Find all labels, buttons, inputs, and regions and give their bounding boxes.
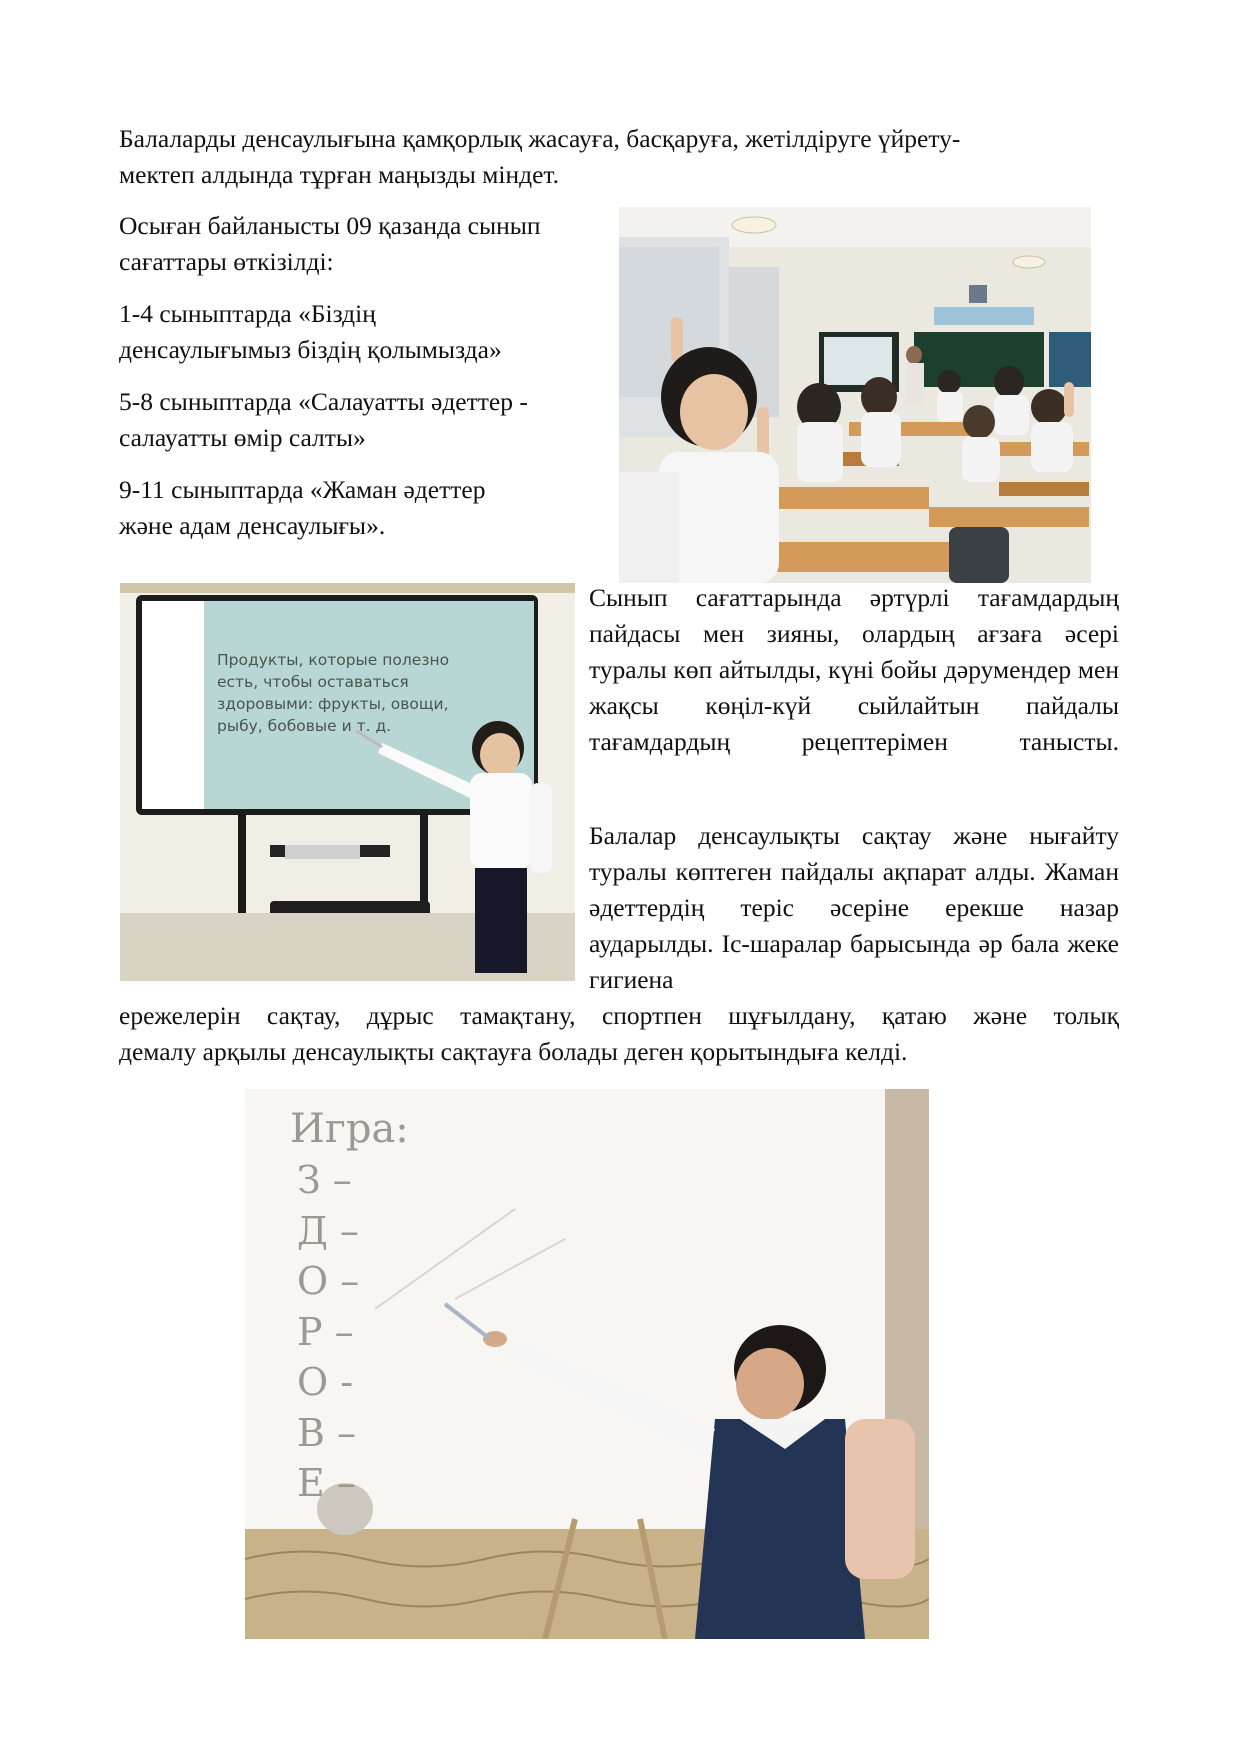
presenter-slide-text: Продукты, которые полезно есть, чтобы оставаться здоровыми: фрукты, овощи, рыбу, бобовые и т. д. [217,651,450,735]
game-letter-2: Д – [297,1208,359,1253]
intro-line-2: мектеп алдында тұрған маңызды міндет. [119,160,560,189]
grade-5-8-line-1: 5-8 сыныптарда «Салауатты әдеттер - [119,387,528,416]
grade-9-11-line-1: 9-11 сыныптарда «Жаман әдеттер [119,475,486,504]
grade-1-4-line-2: денсаулығымыз біздің қолымызда» [119,335,502,364]
intro-line-1: Балаларды денсаулығына қамқорлық жасауға, басқаруға, жетілдіруге үйрету- [119,124,961,153]
grade-5-8-line-2: салауатты өмір салты» [119,423,366,452]
game-letter-4: Р – [297,1309,354,1354]
game-title: Игра: [290,1106,409,1152]
grade-1-4-line-1: 1-4 сыныптарда «Біздің [119,299,376,328]
game-letter-1: З – [297,1158,352,1202]
game-letter-6: В – [297,1410,357,1455]
game-letter-7: Е – [297,1461,356,1505]
conclusion-line-1: ережелерін сақтау, дұрыс тамақтану, спортпен шұғылдану, қатаю және толық [119,1001,1119,1030]
game-letter-3: О – [297,1259,360,1303]
grade-9-11-line-2: және адам денсаулығы». [119,511,386,540]
presenter-photo [120,583,575,981]
info-paragraph: Балалар денсаулықты сақтау және нығайту туралы көптеген пайдалы ақпарат алды. Жаман әдеттердің теріс әсеріне ерекше назар аударылды. Іс-шаралар барысында әр бала жеке гигиена [589,821,1119,994]
foods-paragraph: Сынып сағаттарында әртүрлі тағамдардың пайдасы мен зияны, олардың ағзаға әсері туралы көп айтылды, күні бойы дәрумендер мен жақсы көңіл-күй сыйлайтын пайдалы тағамдардың рецептерімен танысты. [589,583,1119,756]
game-letter-5: О - [297,1360,354,1404]
classroom-photo-illustration [619,207,1091,583]
context-line-2: сағаттары өткізілді: [119,247,334,276]
presenter-photo-illustration [120,583,575,981]
conclusion-line-2: демалу арқылы денсаулықты сақтауға болады деген қорытындыға келді. [119,1037,908,1066]
classroom-photo [619,207,1091,583]
game-photo [245,1089,929,1639]
context-line-1: Осыған байланысты 09 қазанда сынып [119,211,541,240]
game-letters [297,1155,359,1509]
